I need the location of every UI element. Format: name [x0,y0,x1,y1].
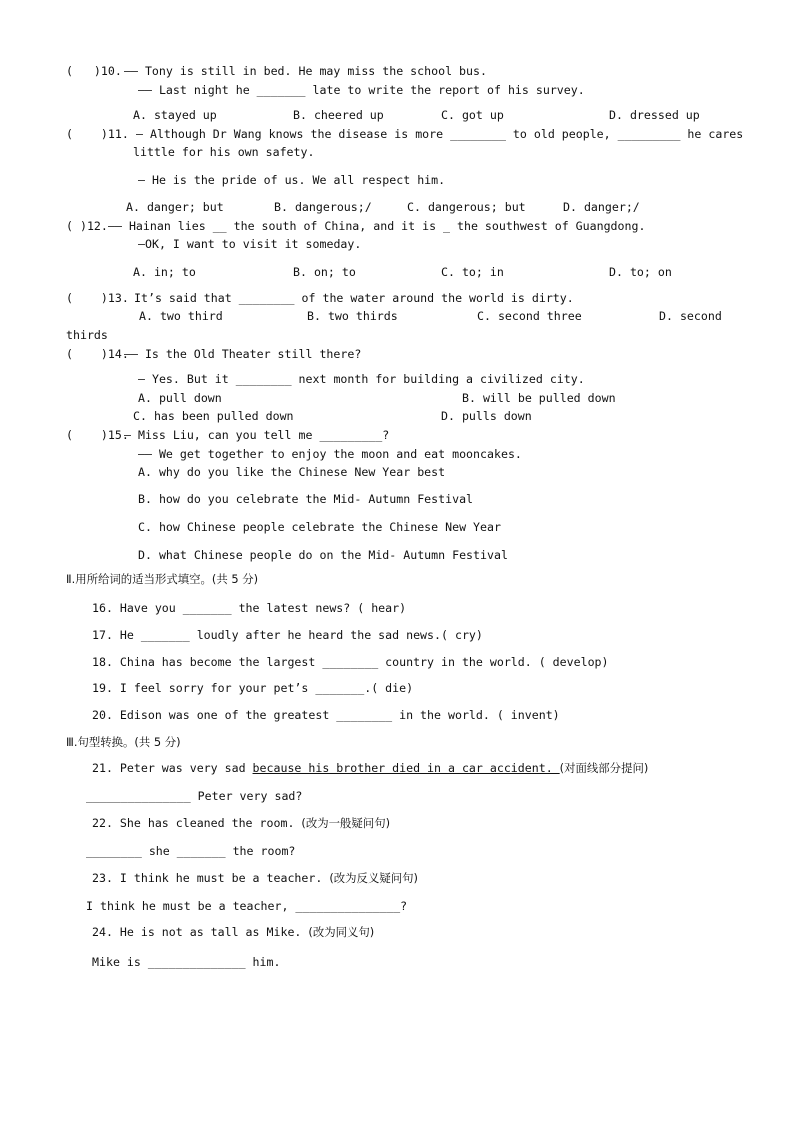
q15-option-c: C. how Chinese people celebrate the Chinese New Year [138,520,501,534]
q11-response: — He is the pride of us. We all respect him. [138,173,446,187]
q10-option-d: D. dressed up [609,108,700,122]
section-3-heading: Ⅲ.句型转换。(共 5 分) [66,735,181,749]
q14-option-a: A. pull down [138,391,222,405]
q24-answer-line: Mike is ______________ him. [92,955,281,969]
q20: 20. Edison was one of the greatest ________ in the world. ( invent) [92,708,560,722]
q19: 19. I feel sorry for your pet’s _______.( die) [92,681,414,695]
q21 [92,761,648,775]
q15-number: ( )15. [66,428,129,442]
q22 [92,816,390,830]
q13-option-b: B. two thirds [307,309,398,323]
q23 [92,871,418,885]
q11-question-continued: little for his own safety. [133,145,315,159]
q24 [92,925,374,939]
q14-question: —— Is the Old Theater still there? [124,347,362,361]
q13-option-c: C. second three [477,309,582,323]
q12-option-a: A. in; to [133,265,196,279]
q18: 18. China has become the largest ________ country in the world. ( develop) [92,655,609,669]
q10-option-c: C. got up [441,108,504,122]
q14-response: — Yes. But it ________ next month for building a civilized city. [138,372,585,386]
q22-instruction: (改为一般疑问句) [301,816,391,830]
q15-option-b: B. how do you celebrate the Mid- Autumn Festival [138,492,474,506]
q15-question: — Miss Liu, can you tell me _________? [124,428,390,442]
q13-option-a: A. two third [139,309,223,323]
q14-option-d: D. pulls down [441,409,532,423]
q13-option-d: D. second [659,309,722,323]
q23-answer-line: I think he must be a teacher, _______________? [86,899,408,913]
q10-response: —— Last night he _______ late to write the report of his survey. [138,83,585,97]
q11-number: ( )11. [66,127,129,141]
q21-underlined-part: because his brother died in a car accident. [252,761,560,775]
q12-option-b: B. on; to [293,265,356,279]
q10-option-b: B. cheered up [293,108,384,122]
q14-option-c: C. has been pulled down [133,409,294,423]
q10-number: ( )10. [66,64,122,78]
q11-question: — Although Dr Wang knows the disease is more ________ to old people, _________ he cares [136,127,744,141]
q13-option-d-wrap: thirds [66,328,108,342]
q16: 16. Have you _______ the latest news? ( hear) [92,601,407,615]
q11-option-a: A. danger; but [126,200,224,214]
q24-instruction: (改为同义句) [308,925,375,939]
q12-option-d: D. to; on [609,265,672,279]
q21-answer-line: _______________ Peter very sad? [86,789,303,803]
q11-option-b: B. dangerous;/ [274,200,372,214]
q21-instruction: (对面线部分提问) [559,761,649,775]
q11-option-c: C. dangerous; but [407,200,526,214]
q22-answer-line: ________ she _______ the room? [86,844,296,858]
q22-text: 22. She has cleaned the room. [92,816,302,830]
q24-text: 24. He is not as tall as Mike. [92,925,309,939]
q12-question: —— Hainan lies __ the south of China, and it is _ the southwest of Guangdong. [108,219,646,233]
section-2-heading: Ⅱ.用所给词的适当形式填空。(共 5 分) [66,572,259,586]
q12-option-c: C. to; in [441,265,504,279]
q14-number: ( )14. [66,347,129,361]
q13-number: ( )13. [66,291,129,305]
q14-option-b: B. will be pulled down [462,391,616,405]
q17: 17. He _______ loudly after he heard the sad news.( cry) [92,628,483,642]
q15-response: —— We get together to enjoy the moon and eat mooncakes. [138,447,522,461]
q15-option-d: D. what Chinese people do on the Mid- Autumn Festival [138,548,508,562]
q10-question: —— Tony is still in bed. He may miss the school bus. [124,64,487,78]
q23-text: 23. I think he must be a teacher. [92,871,330,885]
q11-option-d: D. danger;/ [563,200,640,214]
q10-option-a: A. stayed up [133,108,217,122]
q15-option-a: A. why do you like the Chinese New Year best [138,465,446,479]
q12-number: ( )12. [66,219,108,233]
q23-instruction: (改为反义疑问句) [329,871,418,885]
q12-response: —OK, I want to visit it someday. [138,237,362,251]
q13-question: It’s said that ________ of the water around the world is dirty. [134,291,574,305]
q21-prefix: 21. Peter was very sad [92,761,253,775]
